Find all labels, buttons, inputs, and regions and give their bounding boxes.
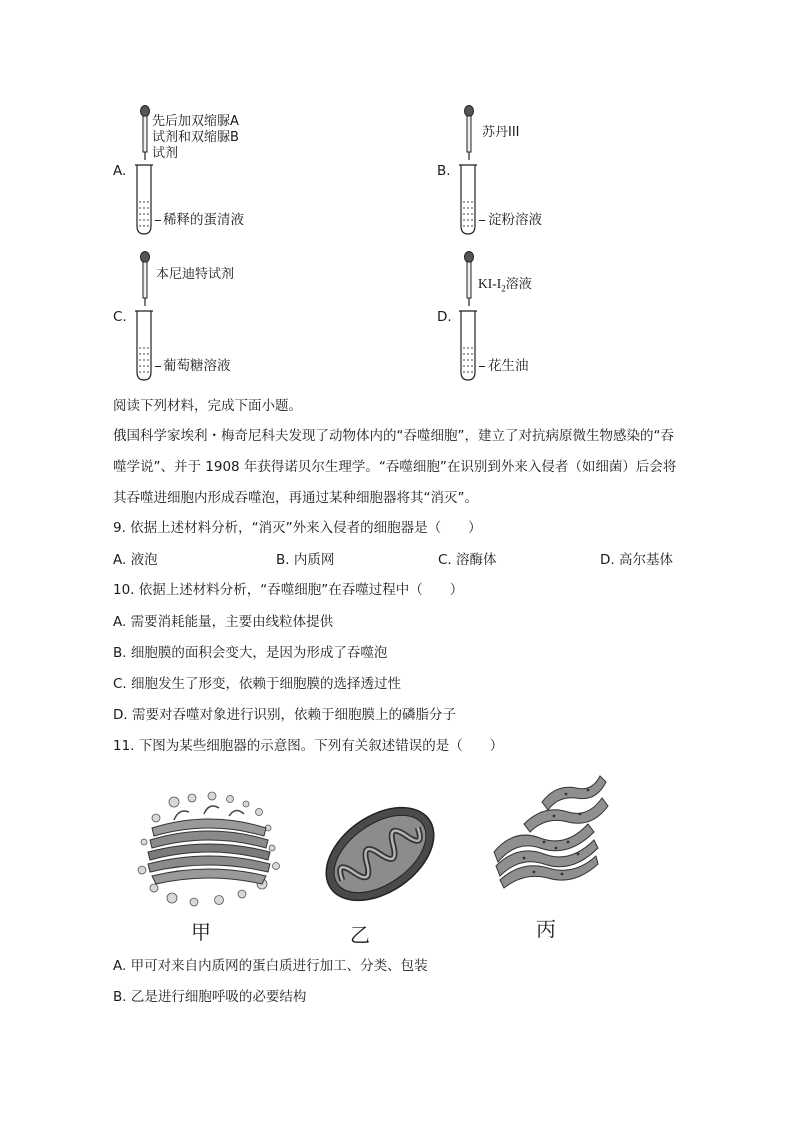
option-label: A. — [113, 163, 127, 179]
material-line-3: 其吞噬进细胞内形成吞噬泡，再通过某种细胞器将其“消灭”。 — [113, 490, 478, 506]
solution-label: 葡萄糖溶液 — [163, 358, 231, 374]
pointer-line — [155, 220, 161, 221]
q10-option-c: C. 细胞发生了形变，依赖于细胞膜的选择透过性 — [113, 676, 402, 692]
dropper-icon — [138, 250, 152, 308]
dropper-icon — [138, 104, 152, 162]
pointer-line — [155, 366, 161, 367]
test-tube-icon — [134, 310, 154, 382]
endoplasmic-reticulum-image — [484, 768, 614, 896]
reagent-label — [478, 260, 532, 297]
q11-option-b: B. 乙是进行细胞呼吸的必要结构 — [113, 989, 307, 1005]
reagent-label: 先后加双缩脲A 试剂和双缩脲B 试剂 — [152, 114, 239, 161]
solution-label: 花生油 — [488, 358, 529, 374]
q9-option-b: B. 内质网 — [276, 552, 335, 568]
q9-option-a: A. 液泡 — [113, 552, 158, 568]
test-tube-icon — [134, 164, 154, 236]
option-label: B. — [437, 163, 451, 179]
figure-caption-yi: 乙 — [350, 923, 370, 947]
pointer-line — [479, 366, 485, 367]
q11-option-a: A. 甲可对来自内质网的蛋白质进行加工、分类、包装 — [113, 958, 428, 974]
figure-caption-bing: 丙 — [536, 917, 556, 941]
reading-intro: 阅读下列材料，完成下面小题。 — [113, 398, 302, 414]
dropper-icon — [462, 104, 476, 162]
q9-option-d: D. 高尔基体 — [600, 552, 673, 568]
material-line-2: 噬学说”、并于 1908 年获得诺贝尔生理学。“吞噬细胞”在识别到外来入侵者（如细菌）后会将 — [113, 459, 677, 475]
golgi-apparatus-image — [134, 790, 284, 908]
q10-option-b: B. 细胞膜的面积会变大，是因为形成了吞噬泡 — [113, 645, 388, 661]
option-label: D. — [437, 309, 452, 325]
question-11-stem: 11. 下图为某些细胞器的示意图。下列有关叙述错误的是（ ） — [113, 738, 504, 754]
solution-label: 淀粉溶液 — [488, 212, 542, 228]
option-label: C. — [113, 309, 127, 325]
mitochondrion-image — [318, 792, 442, 916]
question-9-stem: 9. 依据上述材料分析，“消灭”外来入侵者的细胞器是（ ） — [113, 520, 482, 536]
reagent-suffix: 溶液 — [505, 277, 532, 292]
dropper-icon — [462, 250, 476, 308]
material-line-1: 俄国科学家埃利・梅奇尼科夫发现了动物体内的“吞噬细胞”，建立了对抗病原微生物感染的“吞 — [113, 428, 674, 444]
reagent-subscript: 2 — [501, 283, 506, 294]
test-tube-icon — [458, 164, 478, 236]
q10-option-d: D. 需要对吞噬对象进行识别，依赖于细胞膜上的磷脂分子 — [113, 707, 456, 723]
pointer-line — [479, 220, 485, 221]
reagent-prefix: KI-I — [478, 276, 502, 291]
q9-option-c: C. 溶酶体 — [438, 552, 497, 568]
test-tube-icon — [458, 310, 478, 382]
question-10-stem: 10. 依据上述材料分析，“吞噬细胞”在吞噬过程中（ ） — [113, 582, 464, 598]
q10-option-a: A. 需要消耗能量，主要由线粒体提供 — [113, 614, 334, 630]
figure-caption-jia: 甲 — [191, 920, 211, 944]
reagent-label: 本尼迪特试剂 — [156, 267, 235, 282]
reagent-label: 苏丹III — [482, 125, 520, 140]
solution-label: 稀释的蛋清液 — [163, 212, 244, 228]
